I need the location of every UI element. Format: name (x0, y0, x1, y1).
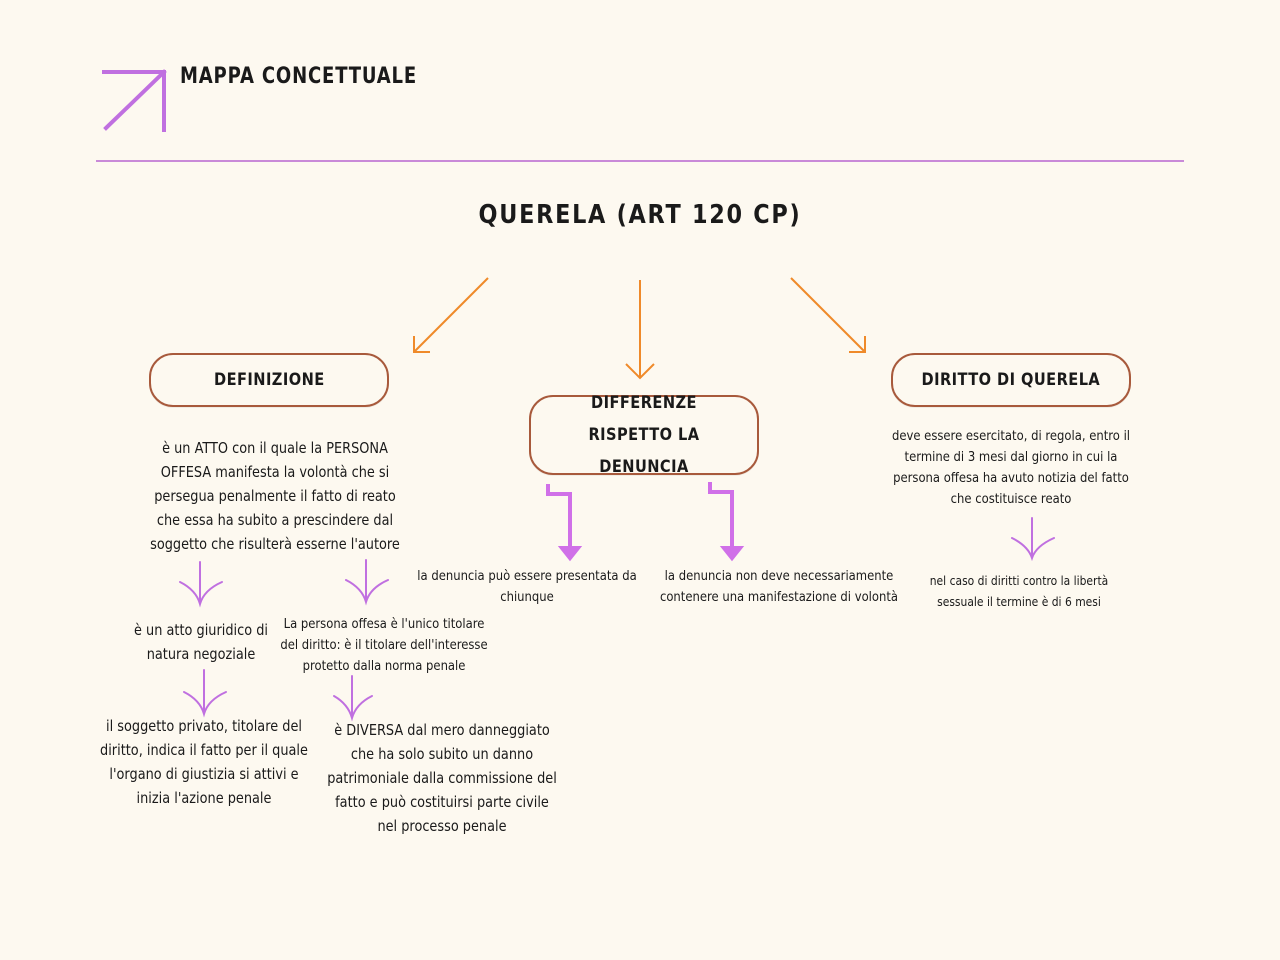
text-dir-termine (884, 426, 1138, 510)
arrow-up-right-icon (104, 72, 164, 130)
text-def-main-content: è un ATTO con il quale la PERSONA OFFESA manifesta la volontà che si persegua penalmente il fatto di reato che essa ha subito a prescindere dal soggetto che risulterà esserne l'autore (150, 439, 400, 553)
text-dir-sessuale-content: nel caso di diritti contro la libertà sessuale il termine è di 6 mesi (929, 573, 1109, 609)
text-def-soggetto (96, 714, 312, 810)
down-arrow-def-left (180, 562, 222, 604)
main-title: QUERELA (ART 120 CP) (478, 200, 802, 230)
text-diff-chiunque (412, 566, 642, 608)
text-def-diversa-content: è DIVERSA dal mero danneggiato che ha solo subito un danno patrimoniale dalla commissione del fatto e può costituirsi parte civile nel processo penale (327, 721, 557, 835)
elbow-arrow-right (710, 482, 740, 558)
node-diritto-label: DIRITTO DI QUERELA (921, 369, 1101, 390)
text-def-soggetto-content: il soggetto privato, titolare del diritto, indica il fatto per il quale l'organo di giustizia si attivi e inizia l'azione penale (100, 717, 308, 807)
down-arrow-def-right (346, 560, 388, 602)
node-differenze-label: DIFFERENZE RISPETTO LA DENUNCIA (588, 392, 700, 478)
text-diff-chiunque-content: la denuncia può essere presentata da chiunque (417, 568, 637, 605)
divider (96, 160, 1184, 162)
text-def-natura (130, 618, 272, 666)
text-diff-volonta-content: la denuncia non deve necessariamente contenere una manifestazione di volontà (659, 568, 899, 605)
down-arrow-natura (184, 670, 226, 714)
text-def-titolare (276, 614, 492, 677)
arrow-to-differenze (626, 280, 654, 378)
text-def-diversa (322, 718, 562, 838)
arrow-to-definizione (414, 278, 488, 352)
elbow-arrow-left (548, 484, 578, 558)
text-diff-volonta (656, 566, 902, 608)
arrow-to-diritto (791, 278, 865, 352)
node-differenze (529, 392, 759, 478)
down-arrow-titolare (334, 676, 372, 718)
text-def-natura-content: è un atto giuridico di natura negoziale (134, 621, 268, 663)
text-def-titolare-content: La persona offesa è l'unico titolare del diritto: è il titolare dell'interesse protetto dalla norma penale (280, 616, 488, 674)
text-dir-sessuale (904, 570, 1134, 612)
node-definizione-label: DEFINIZIONE (213, 369, 325, 390)
node-diritto (891, 353, 1131, 407)
header-title: MAPPA CONCETTUALE (180, 64, 418, 89)
text-dir-termine-content: deve essere esercitato, di regola, entro il termine di 3 mesi dal giorno in cui la persona offesa ha avuto notizia del fatto che costituisce reato (891, 428, 1131, 507)
text-def-main (140, 436, 410, 556)
down-arrow-diritto (1012, 518, 1054, 558)
node-definizione (149, 353, 389, 407)
